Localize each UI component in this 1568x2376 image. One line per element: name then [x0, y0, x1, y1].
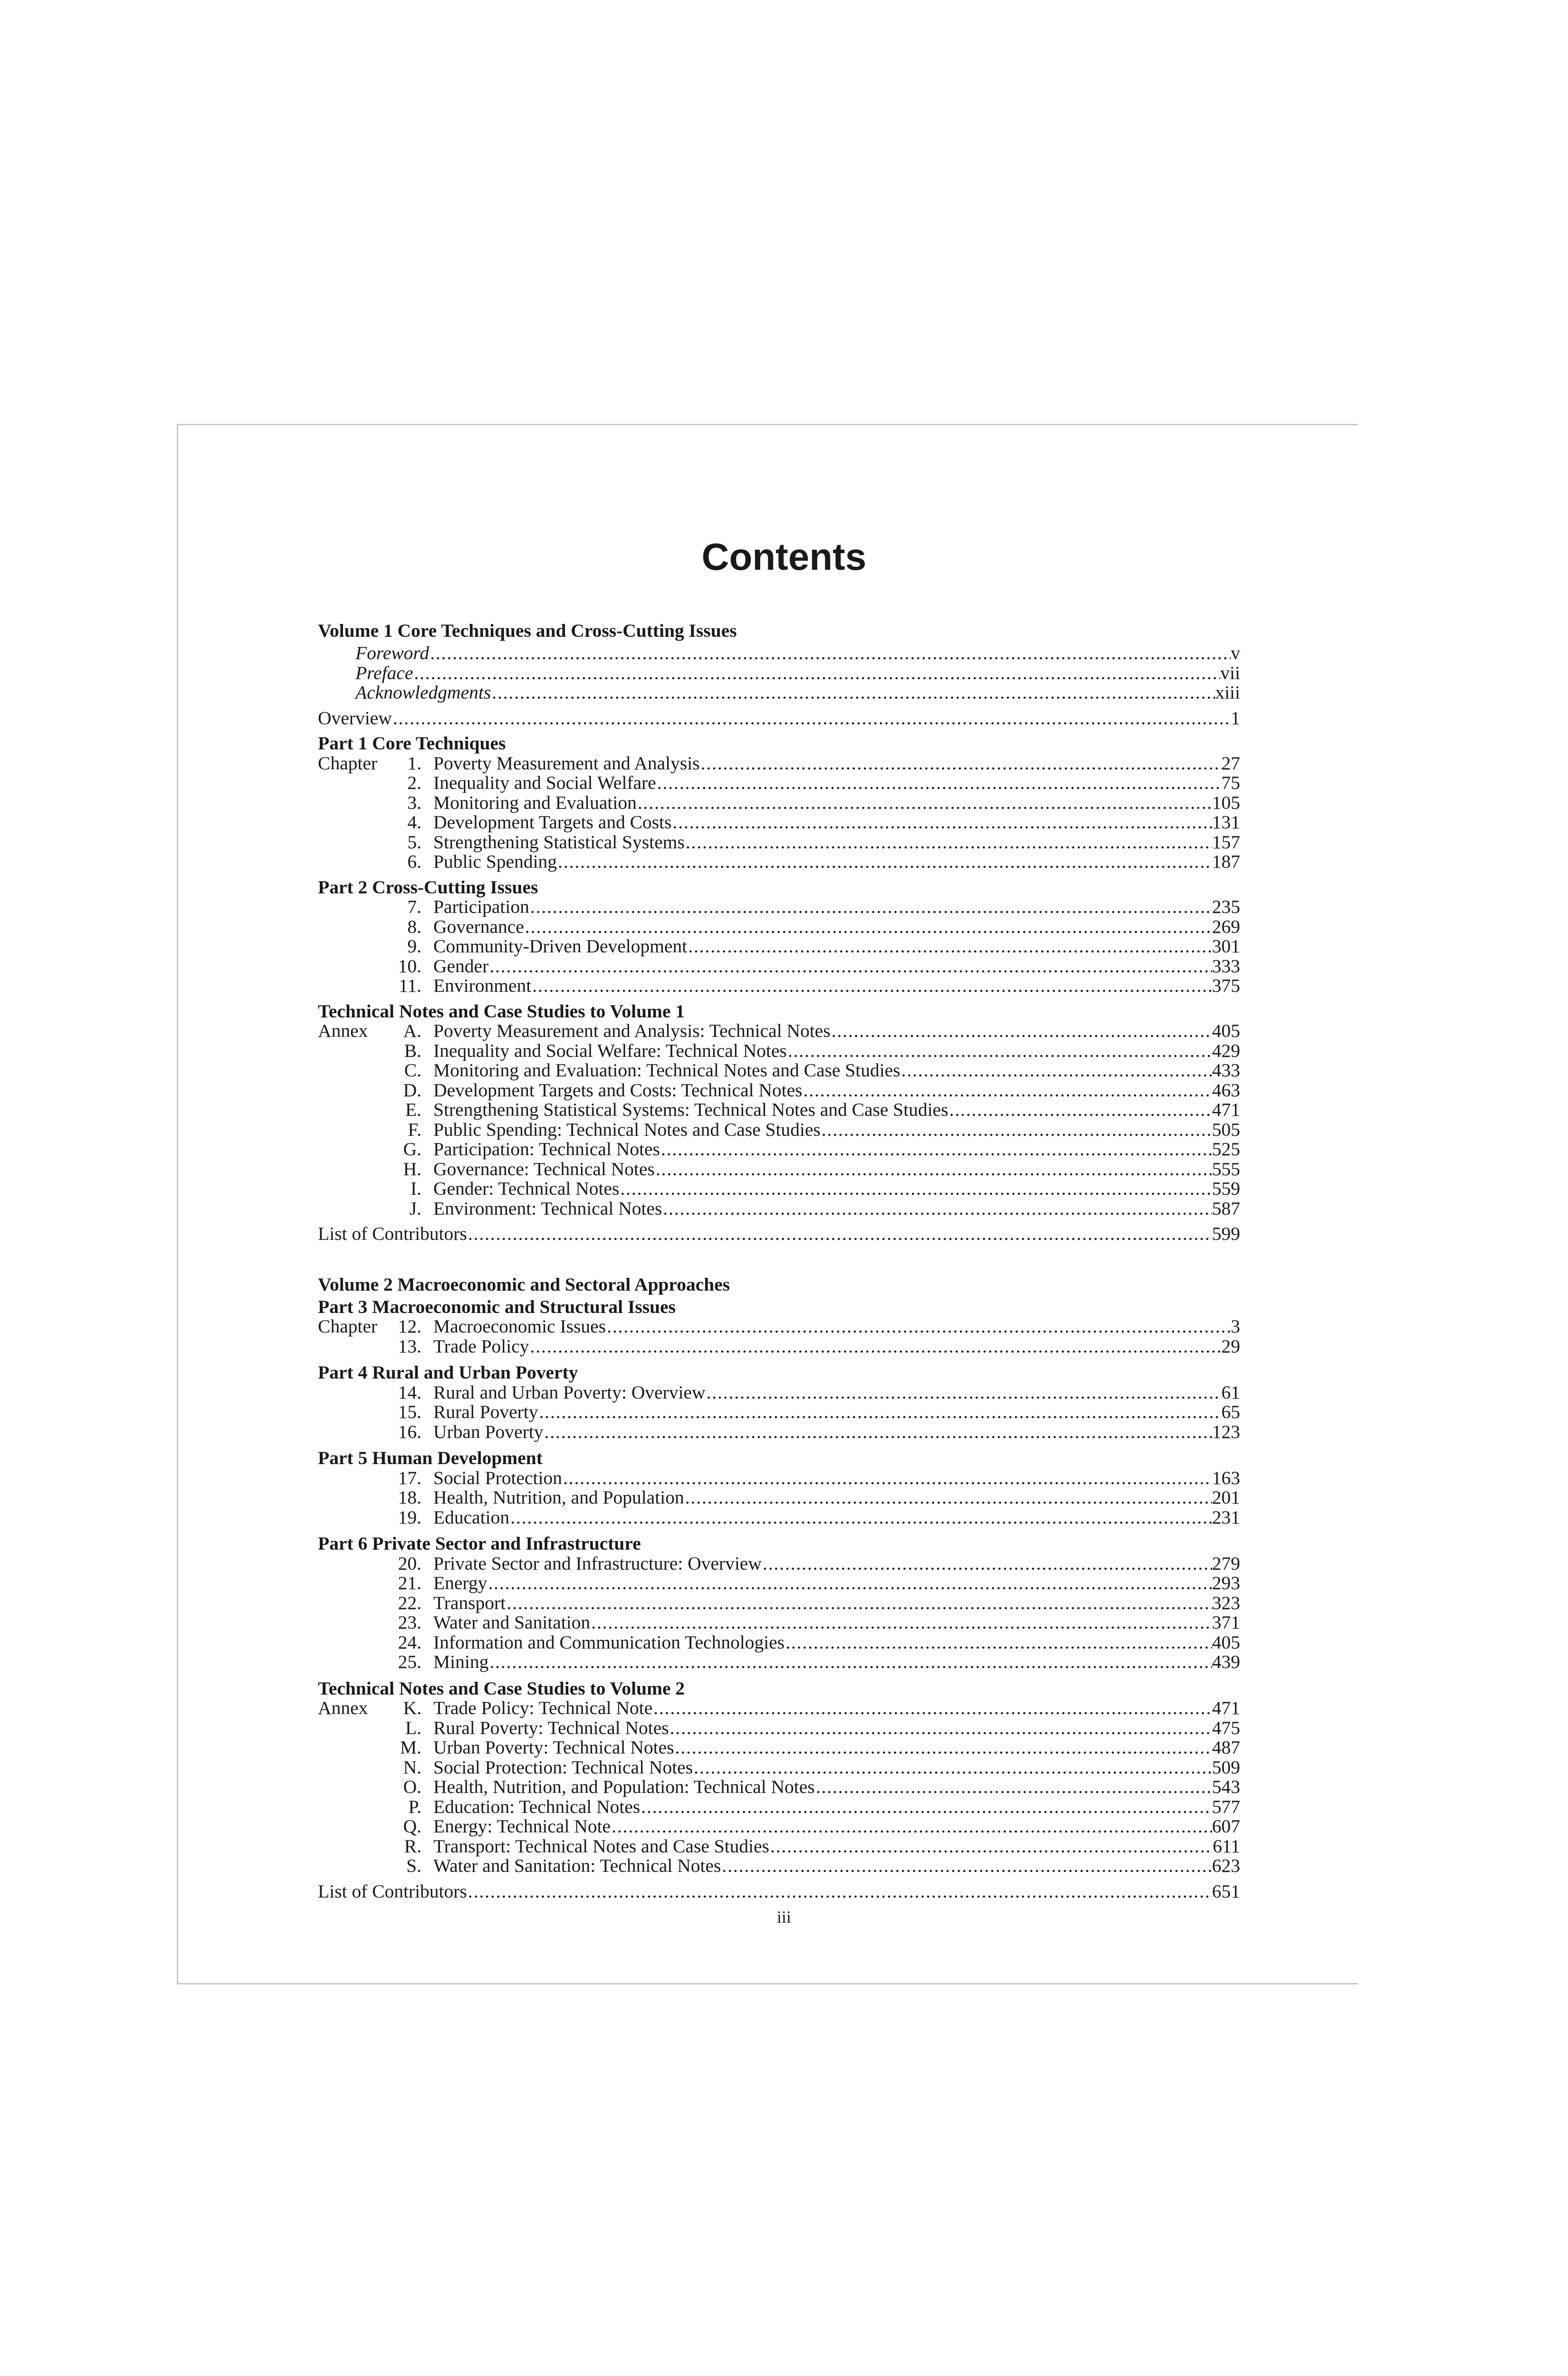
page-number-ref: 269 — [1212, 916, 1240, 937]
entry-number: R. — [404, 1835, 421, 1857]
entry-title: Gender — [433, 955, 489, 977]
toc-entry[interactable] — [318, 917, 1240, 937]
page-number-ref: 105 — [1212, 792, 1240, 813]
toc-entry[interactable] — [318, 793, 1240, 813]
entry-number: A. — [403, 1020, 421, 1041]
toc-entry[interactable] — [318, 1317, 1240, 1337]
entry-number: 25. — [398, 1651, 421, 1672]
entry-number: 10. — [398, 955, 421, 977]
page-number-ref: 27 — [1221, 752, 1240, 774]
entry-number: S. — [406, 1855, 421, 1876]
entry-title: Public Spending: Technical Notes and Case Studies — [433, 1119, 821, 1140]
entry-title: Public Spending — [433, 851, 557, 872]
entry-number: L. — [405, 1717, 421, 1738]
chapter-list — [318, 1317, 1240, 1356]
toc-entry[interactable] — [318, 1021, 1240, 1041]
entry-number: 13. — [398, 1335, 421, 1357]
toc-entry[interactable] — [318, 1652, 1240, 1672]
page-number-ref: 463 — [1212, 1079, 1240, 1101]
dot-leader — [509, 1508, 1212, 1528]
dot-leader — [684, 1488, 1212, 1508]
page-number-ref: 293 — [1212, 1572, 1240, 1593]
page-number-ref: 61 — [1221, 1381, 1240, 1403]
entry-number: 6. — [407, 851, 421, 872]
page-number-ref: 471 — [1212, 1697, 1240, 1718]
section-label: Annex — [318, 1020, 368, 1041]
entry-title: Private Sector and Infrastructure: Overview — [433, 1552, 762, 1574]
entry-title: Environment: Technical Notes — [433, 1198, 662, 1219]
toc-entry[interactable] — [318, 976, 1240, 996]
dot-leader — [491, 683, 1215, 703]
page-number-ref: 279 — [1212, 1552, 1240, 1574]
entry-title: Acknowledgments — [355, 682, 491, 703]
toc-entry[interactable] — [318, 1422, 1240, 1442]
toc-entry[interactable] — [318, 1573, 1240, 1593]
toc-entry[interactable] — [318, 1613, 1240, 1633]
page-number-ref: 505 — [1212, 1119, 1240, 1140]
entry-title: Inequality and Social Welfare: Technical Notes — [433, 1040, 787, 1061]
dot-leader — [948, 1100, 1212, 1120]
entry-title: Governance: Technical Notes — [433, 1158, 655, 1179]
entry-title: Gender: Technical Notes — [433, 1178, 620, 1199]
toc-entry-overview[interactable]: Overview . . . 1 — [318, 709, 1240, 728]
entry-number: 1. — [407, 752, 421, 774]
entry-title: Foreword — [355, 642, 430, 663]
toc-entry[interactable] — [318, 1140, 1240, 1159]
toc-entry-front-matter[interactable] — [318, 683, 1240, 703]
annex-list — [318, 1698, 1240, 1876]
toc-entry-contributors[interactable]: List of Contributors . . . 599 — [318, 1224, 1240, 1244]
toc-entry[interactable] — [318, 897, 1240, 917]
entry-number: K. — [403, 1697, 421, 1718]
toc-entry[interactable] — [318, 1554, 1240, 1574]
dot-leader — [721, 1856, 1212, 1876]
dot-leader — [524, 917, 1212, 937]
chapter-list — [318, 1468, 1240, 1528]
entry-number: G. — [403, 1139, 421, 1159]
part-heading: Part 2 Cross-Cutting Issues — [318, 876, 538, 898]
dot-leader — [557, 852, 1212, 872]
entry-title: Health, Nutrition, and Population — [433, 1487, 684, 1508]
entry-number: 7. — [407, 896, 421, 917]
dot-leader — [543, 1422, 1212, 1442]
page-number-ref: 607 — [1212, 1816, 1240, 1837]
entry-title: Health, Nutrition, and Population: Technical Notes — [433, 1776, 815, 1797]
dot-leader — [590, 1613, 1212, 1633]
toc-entry[interactable] — [318, 1402, 1240, 1422]
entry-number: 16. — [398, 1421, 421, 1442]
dot-leader — [660, 1140, 1212, 1159]
page-number-ref: v — [1231, 642, 1240, 663]
volume-heading: Volume 2 Macroeconomic and Sectoral Approaches — [318, 1274, 730, 1295]
dot-leader — [900, 1061, 1212, 1081]
dot-leader — [529, 1337, 1222, 1357]
entry-title: Monitoring and Evaluation: Technical Notes and Case Studies — [433, 1060, 900, 1081]
entry-title: Information and Communication Technologies — [433, 1631, 785, 1653]
section-label: Chapter — [318, 1316, 378, 1337]
toc-entry[interactable] — [318, 773, 1240, 793]
chapter-list — [318, 754, 1240, 872]
entry-title: Environment — [433, 975, 532, 996]
page-number-ref: 611 — [1213, 1835, 1240, 1857]
page-number-ref: 323 — [1212, 1592, 1240, 1613]
dot-leader — [762, 1554, 1212, 1574]
entry-title: Mining — [433, 1651, 489, 1672]
section-label: Annex — [318, 1697, 368, 1718]
toc-entry[interactable] — [318, 1718, 1240, 1738]
entry-title: Rural and Urban Poverty: Overview — [433, 1381, 706, 1403]
page-number-ref: 559 — [1212, 1178, 1240, 1199]
part-heading: Part 1 Core Techniques — [318, 733, 506, 754]
page-number-ref: 157 — [1212, 831, 1240, 853]
dot-leader — [538, 1402, 1222, 1422]
entry-number: F. — [408, 1119, 421, 1140]
table-of-contents — [318, 618, 1240, 1901]
entry-title: Water and Sanitation: Technical Notes — [433, 1855, 721, 1876]
page-number-ref: 163 — [1212, 1467, 1240, 1488]
page-number: iii — [776, 1907, 791, 1926]
dot-leader — [685, 833, 1212, 853]
page-number-ref: 235 — [1212, 896, 1240, 917]
page-number-ref: 375 — [1212, 975, 1240, 996]
entry-number: 15. — [398, 1401, 421, 1422]
toc-entry[interactable] — [318, 813, 1240, 833]
toc-entry[interactable] — [318, 1777, 1240, 1797]
toc-entry[interactable] — [318, 1837, 1240, 1857]
entry-number: H. — [403, 1158, 421, 1179]
page-number-ref: xiii — [1215, 682, 1240, 703]
dot-leader — [619, 1179, 1212, 1199]
front-matter-list — [318, 643, 1240, 703]
toc-entry[interactable] — [318, 1508, 1240, 1528]
entry-title: Community-Driven Development — [433, 936, 688, 957]
toc-entry[interactable] — [318, 957, 1240, 977]
page-number-ref: 439 — [1212, 1651, 1240, 1672]
page-number-ref: 131 — [1212, 812, 1240, 833]
entry-title: Urban Poverty — [433, 1421, 544, 1442]
page-number-ref: 301 — [1212, 936, 1240, 957]
page-number-ref: 405 — [1212, 1020, 1240, 1041]
dot-leader — [529, 897, 1212, 917]
entry-number: 19. — [398, 1506, 421, 1528]
entry-number: 17. — [398, 1467, 421, 1488]
toc-entry[interactable] — [318, 1081, 1240, 1101]
entry-number: E. — [405, 1099, 421, 1120]
entry-title: Poverty Measurement and Analysis: Technical Notes — [433, 1020, 831, 1041]
page-title: Contents — [701, 536, 867, 578]
chapter-list — [318, 1554, 1240, 1672]
page-number-ref: 201 — [1212, 1487, 1240, 1508]
dot-leader — [674, 1738, 1212, 1758]
entry-number: P. — [408, 1796, 421, 1817]
dot-leader — [662, 1199, 1212, 1219]
dot-leader — [506, 1593, 1212, 1613]
entry-number: M. — [400, 1737, 421, 1758]
entry-title: Energy — [433, 1572, 488, 1593]
toc-entry[interactable] — [318, 1100, 1240, 1120]
entry-title: Social Protection: Technical Notes — [433, 1756, 693, 1778]
toc-entry[interactable] — [318, 1199, 1240, 1219]
toc-entry[interactable] — [318, 1633, 1240, 1653]
entry-number: 2. — [407, 772, 421, 793]
entry-title: Education — [433, 1506, 510, 1528]
entry-number: 20. — [398, 1552, 421, 1574]
part-heading: Part 5 Human Development — [318, 1447, 543, 1468]
entry-title: Macroeconomic Issues — [433, 1316, 606, 1337]
dot-leader — [787, 1041, 1212, 1061]
dot-leader — [831, 1021, 1212, 1041]
page-number-ref: 371 — [1212, 1612, 1240, 1633]
entry-title: Strengthening Statistical Systems — [433, 831, 685, 853]
toc-entry[interactable] — [318, 1159, 1240, 1179]
page-number-ref: 333 — [1212, 955, 1240, 977]
entry-number: D. — [403, 1079, 421, 1101]
entry-title: Governance — [433, 916, 524, 937]
entry-title: Transport: Technical Notes and Case Studies — [433, 1835, 770, 1857]
entry-title: Inequality and Social Welfare — [433, 772, 656, 793]
dot-leader — [413, 663, 1220, 683]
page-number-ref: 429 — [1212, 1040, 1240, 1061]
chapter-list — [318, 897, 1240, 996]
part-heading: Technical Notes and Case Studies to Volume 1 — [318, 1000, 685, 1022]
page-number-ref: 75 — [1221, 772, 1240, 793]
dot-leader — [656, 773, 1222, 793]
toc-entry[interactable] — [318, 1758, 1240, 1778]
entry-title: Rural Poverty — [433, 1401, 538, 1422]
toc-entry[interactable] — [318, 1797, 1240, 1817]
dot-leader — [669, 1718, 1212, 1738]
page-number-ref: 587 — [1212, 1198, 1240, 1219]
dot-leader — [488, 1652, 1212, 1672]
toc-entry[interactable] — [318, 1061, 1240, 1081]
dot-leader — [706, 1383, 1222, 1403]
toc-entry[interactable] — [318, 1593, 1240, 1613]
entry-title: Monitoring and Evaluation — [433, 792, 637, 813]
dot-leader — [606, 1317, 1231, 1337]
dot-leader — [655, 1159, 1212, 1179]
entry-number: 18. — [398, 1487, 421, 1508]
entry-number: 23. — [398, 1612, 421, 1633]
dot-leader — [815, 1777, 1212, 1797]
page-number-ref: 231 — [1212, 1506, 1240, 1528]
page-number-ref: 577 — [1212, 1796, 1240, 1817]
dot-leader — [784, 1633, 1212, 1653]
entry-number: 24. — [398, 1631, 421, 1653]
entry-title: Energy: Technical Note — [433, 1816, 611, 1837]
page-number-ref: 471 — [1212, 1099, 1240, 1120]
entry-title: Development Targets and Costs — [433, 812, 672, 833]
dot-leader — [693, 1758, 1212, 1778]
section-label: Chapter — [318, 752, 378, 774]
toc-entry[interactable] — [318, 1041, 1240, 1061]
page-number-ref: 433 — [1212, 1060, 1240, 1081]
dot-leader — [531, 976, 1212, 996]
toc-entry[interactable] — [318, 1856, 1240, 1876]
entry-number: 22. — [398, 1592, 421, 1613]
page-number-ref: 525 — [1212, 1139, 1240, 1159]
toc-entry[interactable] — [318, 754, 1240, 774]
toc-entry[interactable] — [318, 852, 1240, 872]
entry-title: Strengthening Statistical Systems: Technical Notes and Case Studies — [433, 1099, 948, 1120]
dot-leader — [487, 1573, 1212, 1593]
entry-number: 11. — [399, 975, 421, 996]
dot-leader — [769, 1837, 1213, 1857]
entry-title: Preface — [355, 662, 413, 683]
dot-leader — [821, 1120, 1212, 1140]
entry-title: Participation — [433, 896, 529, 917]
entry-title: Social Protection — [433, 1467, 562, 1488]
toc-entry[interactable] — [318, 1698, 1240, 1718]
page-number-ref: vii — [1220, 662, 1240, 683]
toc-entry-front-matter[interactable] — [318, 643, 1240, 663]
toc-entry[interactable] — [318, 1738, 1240, 1758]
entry-number: 5. — [407, 831, 421, 853]
page-number-ref: 509 — [1212, 1756, 1240, 1778]
toc-entry[interactable] — [318, 833, 1240, 853]
toc-entry[interactable] — [318, 1383, 1240, 1403]
entry-title: Poverty Measurement and Analysis — [433, 752, 700, 774]
page-number-ref: 623 — [1212, 1855, 1240, 1876]
entry-number: Q. — [403, 1816, 421, 1837]
entry-number: 21. — [398, 1572, 421, 1593]
page-number-ref: 29 — [1221, 1335, 1240, 1357]
toc-entry[interactable] — [318, 1337, 1240, 1357]
toc-entry-contributors[interactable]: List of Contributors . . . 651 — [318, 1882, 1240, 1902]
entry-number: N. — [403, 1756, 421, 1778]
dot-leader — [562, 1468, 1212, 1488]
dot-leader — [488, 957, 1212, 977]
entry-number: I. — [410, 1178, 421, 1199]
entry-number: J. — [409, 1198, 421, 1219]
annex-list — [318, 1021, 1240, 1218]
entry-number: O. — [403, 1776, 421, 1797]
dot-leader — [803, 1081, 1212, 1101]
dot-leader — [640, 1797, 1212, 1817]
entry-number: B. — [404, 1040, 421, 1061]
toc-entry[interactable] — [318, 1468, 1240, 1488]
page-number-ref: 123 — [1212, 1421, 1240, 1442]
page-number-ref: 543 — [1212, 1776, 1240, 1797]
volume-heading: Volume 1 Core Techniques and Cross-Cutting Issues — [318, 620, 737, 641]
dot-leader — [611, 1817, 1212, 1837]
entry-title: Urban Poverty: Technical Notes — [433, 1737, 674, 1758]
entry-number: 4. — [407, 812, 421, 833]
dot-leader — [652, 1698, 1212, 1718]
dot-leader — [429, 643, 1231, 663]
entry-title: Education: Technical Notes — [433, 1796, 641, 1817]
dot-leader — [637, 793, 1212, 813]
dot-leader — [700, 754, 1222, 774]
toc-entry[interactable] — [318, 1179, 1240, 1199]
page-number-ref: 475 — [1212, 1717, 1240, 1738]
entry-number: 12. — [398, 1316, 421, 1337]
entry-number: 14. — [398, 1381, 421, 1403]
entry-number: 9. — [407, 936, 421, 957]
entry-number: 8. — [407, 916, 421, 937]
part-heading: Part 6 Private Sector and Infrastructure — [318, 1533, 641, 1554]
part-heading: Technical Notes and Case Studies to Volume 2 — [318, 1677, 685, 1699]
chapter-list — [318, 1383, 1240, 1442]
part-heading: Part 3 Macroeconomic and Structural Issues — [318, 1296, 676, 1317]
entry-title: Trade Policy — [433, 1335, 529, 1357]
toc-entry-front-matter[interactable] — [318, 663, 1240, 683]
page-number-ref: 555 — [1212, 1158, 1240, 1179]
page-number-ref: 3 — [1231, 1316, 1240, 1337]
part-heading: Part 4 Rural and Urban Poverty — [318, 1362, 578, 1383]
entry-number: 3. — [407, 792, 421, 813]
dot-leader — [687, 937, 1212, 957]
entry-title: Water and Sanitation — [433, 1612, 591, 1633]
toc-entry[interactable] — [318, 1817, 1240, 1837]
page-number-ref: 65 — [1221, 1401, 1240, 1422]
page-number-ref: 487 — [1212, 1737, 1240, 1758]
toc-entry[interactable] — [318, 1488, 1240, 1508]
entry-title: Participation: Technical Notes — [433, 1139, 660, 1159]
page-number-ref: 405 — [1212, 1631, 1240, 1653]
dot-leader — [672, 813, 1212, 833]
entry-title: Development Targets and Costs: Technical Notes — [433, 1079, 803, 1101]
entry-title: Transport — [433, 1592, 506, 1613]
entry-title: Trade Policy: Technical Note — [433, 1697, 653, 1718]
entry-number: C. — [404, 1060, 421, 1081]
toc-entry[interactable] — [318, 1120, 1240, 1140]
entry-title: Rural Poverty: Technical Notes — [433, 1717, 669, 1738]
page-number-ref: 187 — [1212, 851, 1240, 872]
toc-entry[interactable] — [318, 937, 1240, 957]
